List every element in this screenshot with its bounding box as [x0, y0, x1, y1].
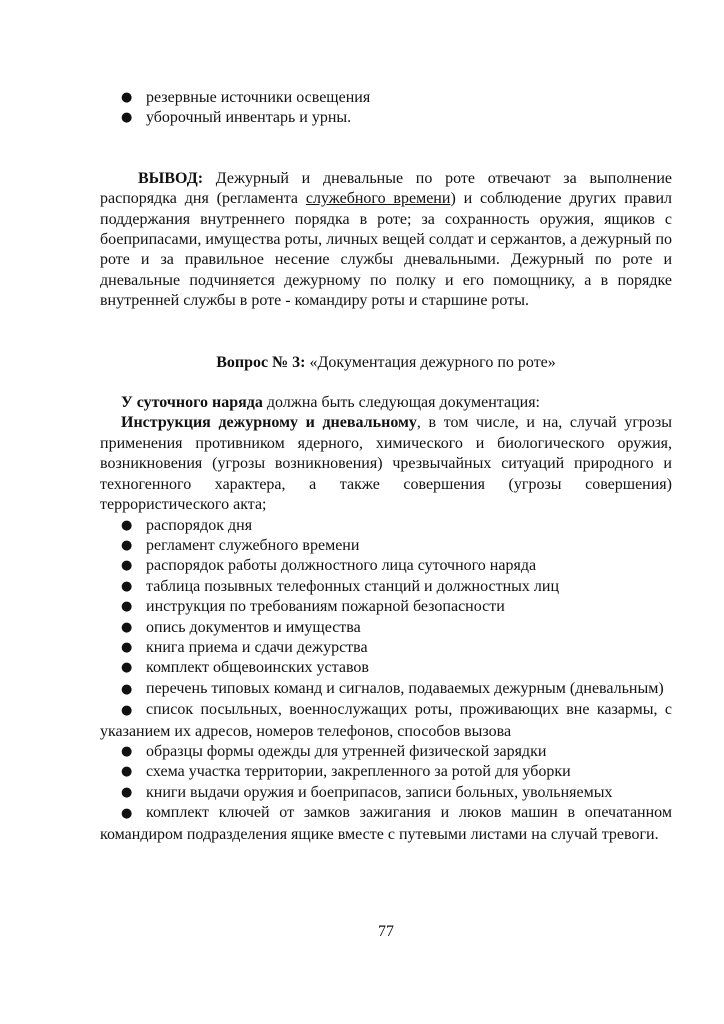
instruction-bold: Инструкция дежурному и дневальному [121, 414, 417, 432]
instruction-text: , в том числе, и на, случай угрозы применения противником ядерного, химического и биологического оружия, возникновения (угрозы возникновения) чрезвычайных ситуаций природного и техногенного характера, а также совершения (угрозы совершения) террористического акта; [100, 414, 673, 514]
page-content [100, 88, 672, 845]
bullet-icon: ● [121, 90, 133, 105]
bullet-icon: ● [121, 599, 133, 615]
bullet-icon: ● [121, 619, 133, 635]
list-item [100, 679, 672, 700]
list-item [100, 803, 672, 845]
list-item [100, 536, 672, 556]
bullet-icon: ● [121, 578, 133, 594]
instruction-paragraph [100, 413, 672, 515]
list-item [100, 638, 672, 658]
list-item-text: книги выдачи оружия и боеприпасов, записи больных, увольняемых [146, 783, 613, 801]
list-item-text: книга приема и сдачи дежурства [146, 638, 368, 656]
list-item [100, 88, 672, 108]
bullet-icon: ● [121, 537, 133, 553]
list-item [100, 556, 672, 576]
bullet-icon: ● [121, 110, 133, 126]
list-item [100, 597, 672, 617]
conclusion-paragraph [100, 169, 672, 312]
bullet-icon: ● [121, 558, 133, 574]
list-item [100, 742, 672, 762]
bullet-icon: ● [121, 639, 133, 655]
list-item [100, 700, 672, 742]
bullet-icon: ● [121, 517, 133, 533]
list-item-text: перечень типовых команд и сигналов, подаваемых дежурным (дневальным) [146, 679, 664, 697]
list-item-text: регламент служебного времени [146, 536, 360, 554]
conclusion-text-before: Дежурный и дневальные по роте отвечают за выполнение распорядка дня (регламента [100, 169, 672, 208]
list-item-text: распорядок работы должностного лица суточного наряда [146, 557, 537, 575]
list-item-text: опись документов и имущества [146, 618, 361, 636]
list-item [100, 618, 672, 638]
list-item-text: уборочный инвентарь и урны. [146, 109, 352, 127]
conclusion-label: ВЫВОД: [138, 169, 204, 187]
list-item [100, 762, 672, 782]
page-number: 77 [378, 923, 394, 940]
list-item-text: список посыльных, военнослужащих роты, проживающих вне казармы, с указанием их адресов, номеров телефонов, способов вызова [100, 701, 672, 740]
bullet-icon: ● [121, 764, 133, 780]
question-label: Вопрос № 3: [216, 353, 306, 371]
list-item-text: комплект ключей от замков зажигания и люков машин в опечатанном командиром подразделения ящике вместе с путевыми листами на случай тревоги. [100, 804, 672, 843]
list-item-text: комплект общевоинских уставов [146, 659, 369, 677]
question-heading [100, 353, 672, 373]
list-item-text: образцы формы одежды для утренней физической зарядки [146, 742, 547, 760]
bullet-icon: ● [121, 806, 133, 822]
intro-bold: У суточного наряда [121, 394, 263, 412]
intro-text: должна быть следующая документация: [262, 394, 540, 412]
list-item [100, 658, 672, 678]
list-item [100, 108, 672, 128]
conclusion-text-after: ) и соблюдение других правил поддержания внутреннего порядка в роте; за сохранность оружия, ящиков с боеприпасами, имущества роты, личных вещей солдат и сержантов, а дежурный по роте и за правильное несение службы дневальными. Дежурный по роте и дневальные подчиняется дежурному по полку и его помощнику, а в порядке внутренней службы в роте - командиру роты и старшине роты. [100, 190, 672, 310]
intro-paragraph [100, 393, 672, 413]
list-item-text: инструкция по требованиям пожарной безопасности [146, 598, 505, 616]
bullet-icon: ● [121, 660, 133, 676]
list-item [100, 577, 672, 597]
bullet-icon: ● [121, 681, 133, 697]
bullet-icon: ● [121, 784, 133, 800]
list-item [100, 516, 672, 536]
list-item [100, 783, 672, 803]
bullet-icon: ● [121, 703, 133, 719]
conclusion-underlined-term: служебного времени [305, 190, 451, 208]
list-item-text: резервные источники освещения [146, 89, 371, 106]
list-item-text: схема участка территории, закрепленного за ротой для уборки [146, 763, 571, 781]
list-item-text: распорядок дня [146, 516, 253, 534]
bullet-icon: ● [121, 743, 133, 759]
question-title: «Документация дежурного по роте» [305, 353, 556, 371]
list-item-text: таблица позывных телефонных станций и должностных лиц [146, 577, 560, 595]
